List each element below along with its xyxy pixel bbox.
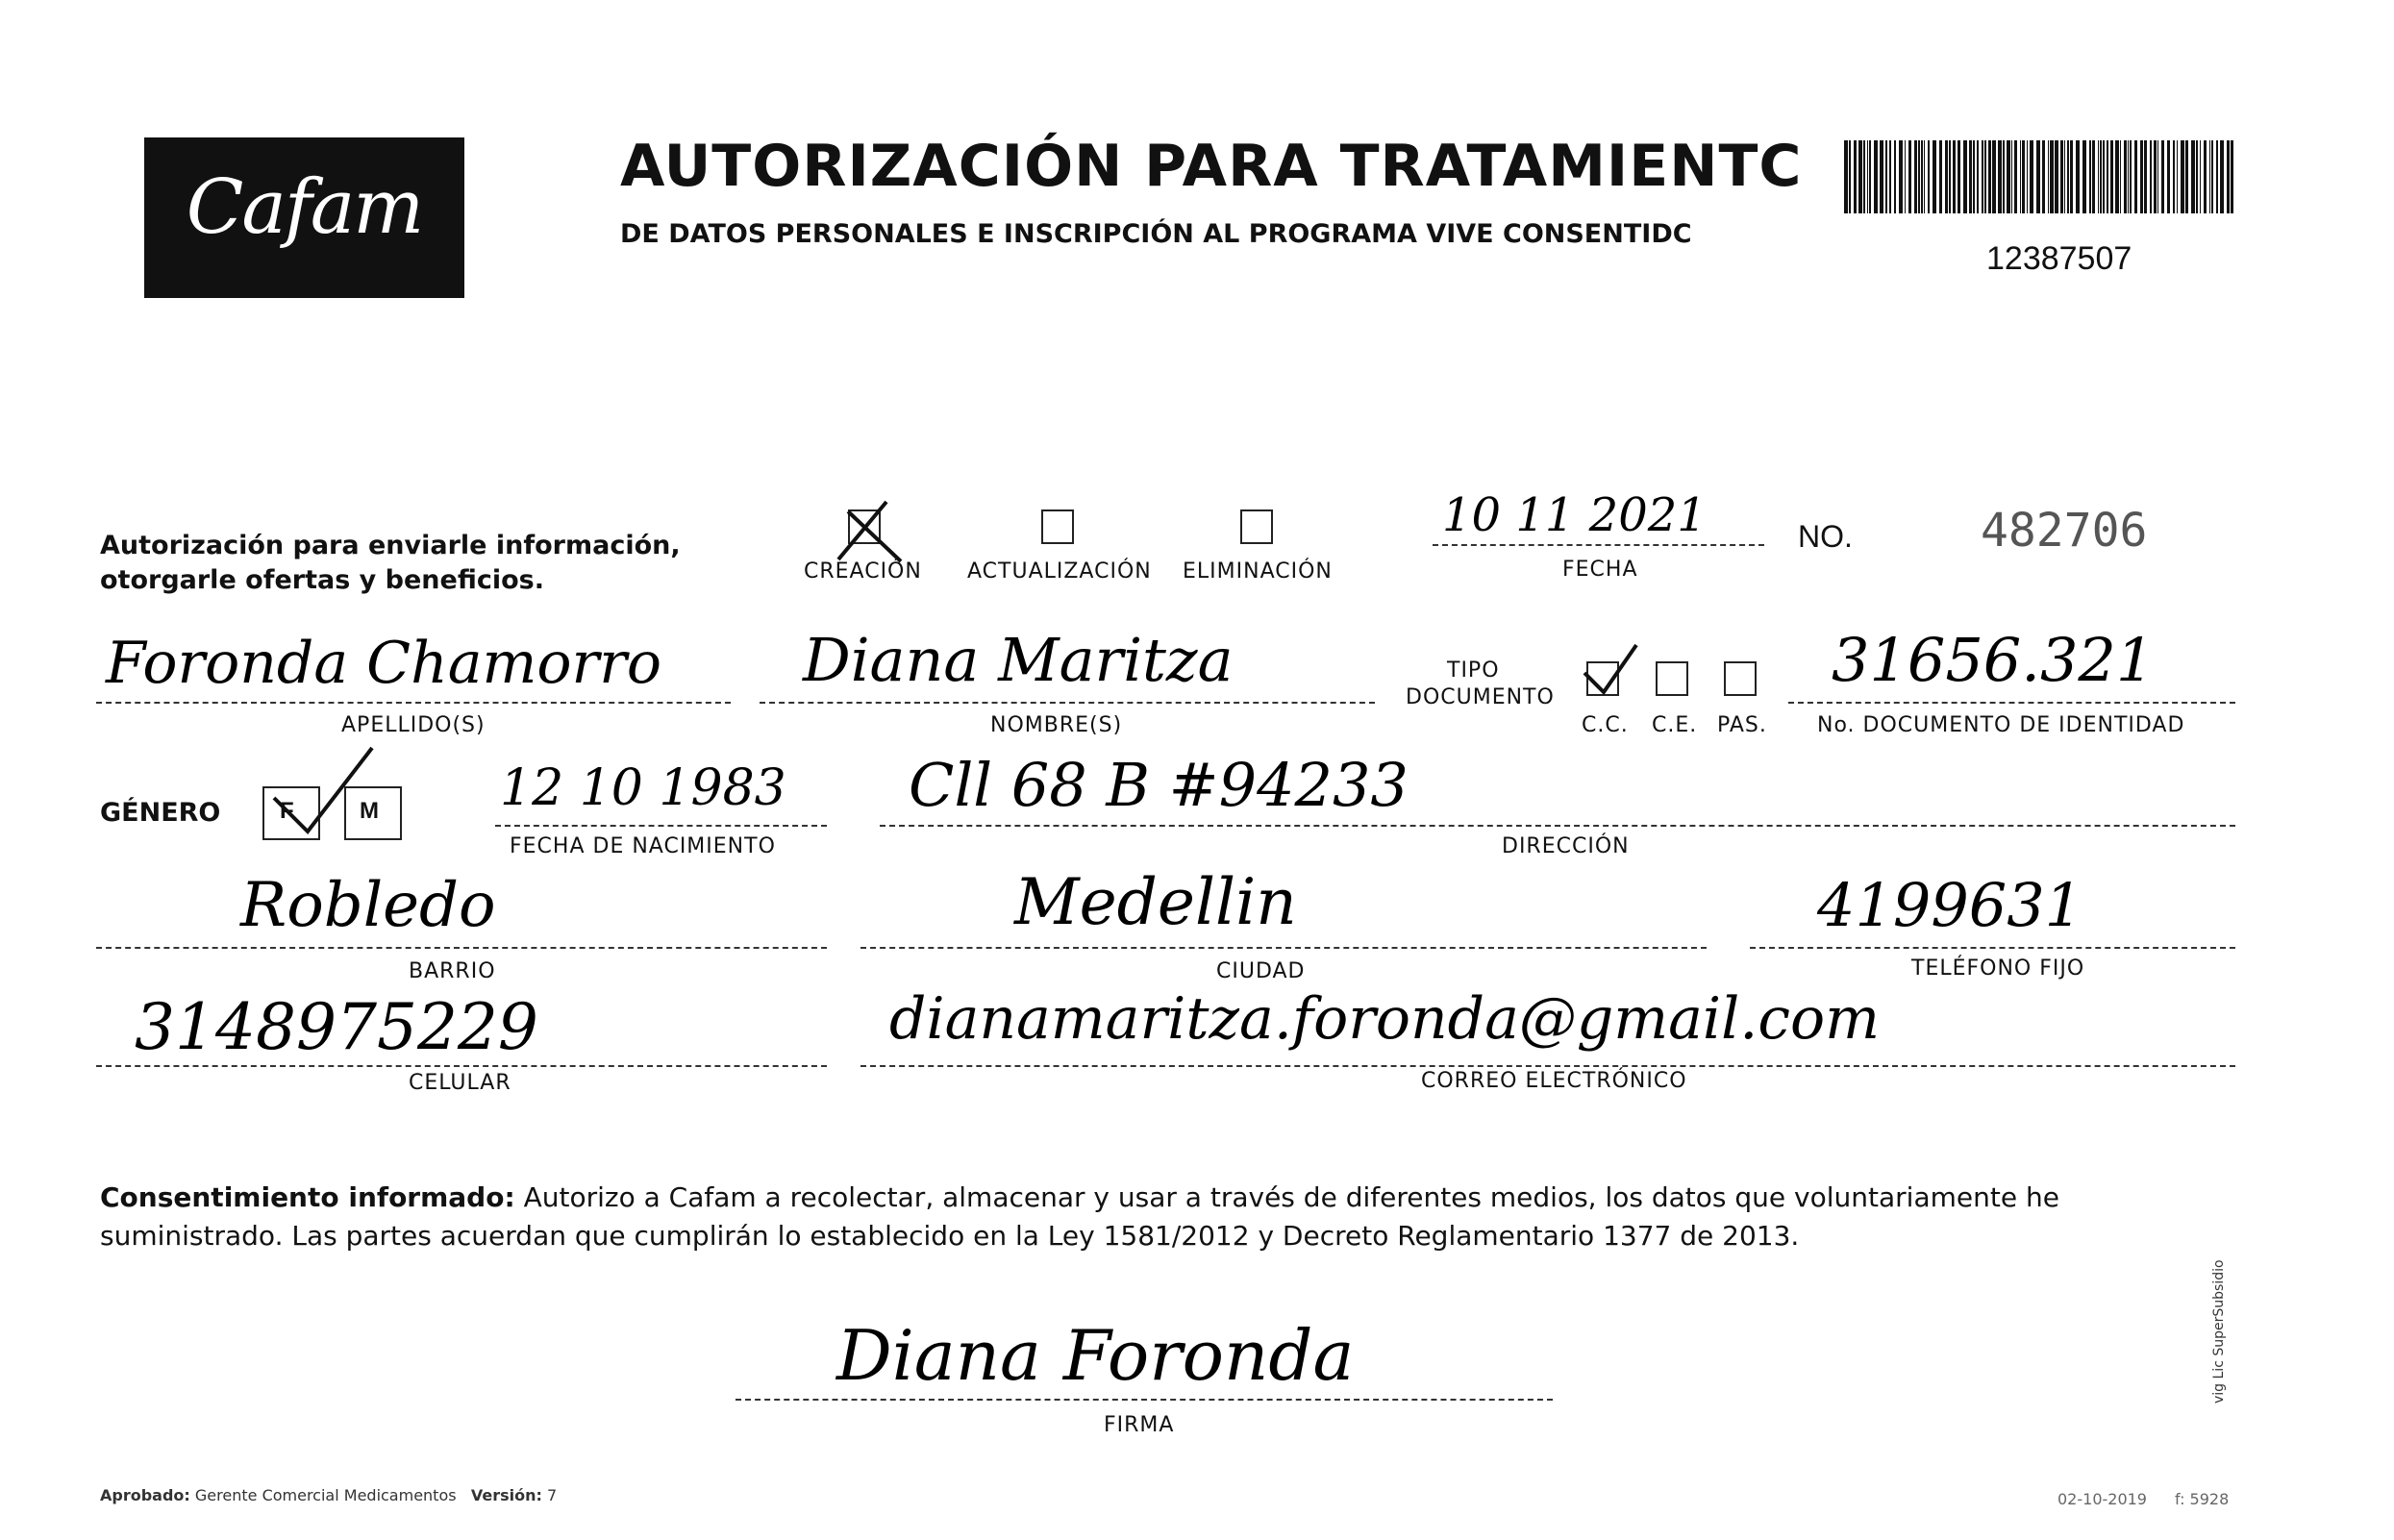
barcode-bar [1992, 140, 1996, 213]
signature-value[interactable]: Diana Foronda [836, 1315, 1355, 1396]
barcode-bar [2011, 140, 2012, 213]
fecha-label: FECHA [1562, 558, 1638, 582]
version-label: Versión: [470, 1486, 542, 1504]
apellidos-value[interactable]: Foronda Chamorro [106, 630, 661, 697]
genero-label-f: F [280, 798, 294, 824]
ciudad-label: CIUDAD [1216, 959, 1306, 983]
direccion-line [880, 825, 2235, 827]
direccion-value[interactable]: Cll 68 B #94233 [909, 750, 1409, 820]
barcode-bar [1844, 140, 1848, 213]
barcode-bar [2030, 140, 2033, 213]
aprobado-value: Gerente Comercial Medicamentos [194, 1486, 457, 1504]
barcode-bar [1921, 140, 1923, 213]
barcode-bar [2150, 140, 2152, 213]
barcode-bar [1914, 140, 1917, 213]
barcode-bar [2014, 140, 2017, 213]
checkbox-pas[interactable] [1724, 661, 1757, 696]
checkbox-eliminacion[interactable] [1240, 509, 1273, 544]
cafam-logo [144, 137, 464, 298]
barcode-bar [1858, 140, 1862, 213]
nombres-line [760, 702, 1375, 704]
option-label-creacion: CREACIÓN [804, 559, 922, 584]
barcode-bar [2191, 140, 2195, 213]
barcode-bar [1982, 140, 1983, 213]
barcode-bar [2157, 140, 2158, 213]
checkbox-ce[interactable] [1656, 661, 1688, 696]
barcode-bar [1885, 140, 1887, 213]
celular-line [96, 1065, 827, 1067]
tipo-documento-label-2: DOCUMENTO [1406, 685, 1555, 709]
barcode-bar [2115, 140, 2119, 213]
signature-label: FIRMA [1104, 1413, 1175, 1437]
barcode-bar [2227, 140, 2230, 213]
barcode-bar [2020, 140, 2021, 213]
barcode-bar [1969, 140, 1972, 213]
barcode-bar [1973, 140, 1975, 213]
barcode-bar [2130, 140, 2132, 213]
checkbox-actualizacion[interactable] [1041, 509, 1074, 544]
nombres-label: NOMBRE(S) [990, 713, 1123, 737]
barcode-bar [1963, 140, 1967, 213]
barcode-bar [1984, 140, 1986, 213]
barcode-bar [1849, 140, 1851, 213]
barcode-bar [2050, 140, 2054, 213]
celular-label: CELULAR [409, 1071, 511, 1095]
genero-label: GÉNERO [100, 798, 221, 828]
barcode-bar [2154, 140, 2157, 213]
checkbox-genero-m[interactable] [344, 786, 402, 840]
barcode-bar [1863, 140, 1865, 213]
barcode-bar [2003, 140, 2005, 213]
barcode-bar [2211, 140, 2213, 213]
barcode-bar [1894, 140, 1896, 213]
barcode-bar [2209, 140, 2210, 213]
barcode-bar [1874, 140, 1878, 213]
correo-value[interactable]: dianamaritza.foronda@gmail.com [889, 985, 1880, 1053]
barcode-bar [1854, 140, 1857, 213]
telefono-label: TELÉFONO FIJO [1911, 956, 2085, 981]
signature-line [736, 1399, 1553, 1401]
direccion-label: DIRECCIÓN [1502, 834, 1630, 858]
tipo-documento-label-1: TIPO [1447, 658, 1500, 683]
barcode-bar [1924, 140, 1925, 213]
consent-text: Autorizo a Cafam a recolectar, almacenar y usar a través de diferentes medios, los datos que voluntariamente he suministrado. Las partes acuerdan que cumplirán lo establecido en la Ley 1581/2012 y Decreto Reglamentario 1377 de 2013. [100, 1181, 2059, 1252]
no-value: 482706 [1981, 504, 2148, 558]
barcode-bar [1905, 140, 1906, 213]
barrio-line [96, 947, 827, 949]
barcode-bar [1933, 140, 1936, 213]
barcode-bar [1953, 140, 1956, 213]
barcode-bar [1988, 140, 1991, 213]
barcode-bar [2007, 140, 2010, 213]
barcode-bar [2200, 140, 2201, 213]
barcode-bar [1867, 140, 1868, 213]
barcode-bar [2042, 140, 2045, 213]
barcode-bar [1889, 140, 1891, 213]
nombres-value[interactable]: Diana Maritza [803, 625, 1234, 695]
consent-paragraph [100, 1179, 2244, 1255]
barcode-bar [2107, 140, 2108, 213]
barcode-bar [2098, 140, 2099, 213]
barcode-bar [2220, 140, 2224, 213]
barcode-bar [2089, 140, 2091, 213]
footer-aprobado [100, 1486, 557, 1504]
barcode-bar [1958, 140, 1960, 213]
barcode-bar [2092, 140, 2095, 213]
barcode-bar [2070, 140, 2073, 213]
barcode-bar [2022, 140, 2025, 213]
tipo-label-ce: C.E. [1652, 713, 1698, 737]
barcode-bar [1899, 140, 1903, 213]
barcode-bar [2055, 140, 2058, 213]
tipo-label-pas: PAS. [1717, 713, 1767, 737]
barcode-bar [2185, 140, 2188, 213]
barcode-bar [2140, 140, 2143, 213]
check-mark-icon [829, 492, 915, 569]
footer-date-code: 02-10-2019 [2057, 1490, 2147, 1508]
barcode [1844, 140, 2236, 213]
barrio-label: BARRIO [409, 959, 496, 983]
barcode-bar [2124, 140, 2127, 213]
barcode-bar [2177, 140, 2178, 213]
barcode-bar [2216, 140, 2218, 213]
fecha-nacimiento-line [495, 825, 827, 827]
footer-f-code: f: 5928 [2175, 1490, 2230, 1508]
telefono-line [1750, 947, 2235, 949]
form-title: AUTORIZACIÓN PARA TRATAMIENTC [620, 133, 1803, 200]
option-label-actualizacion: ACTUALIZACIÓN [967, 559, 1152, 584]
fecha-value[interactable]: 10 11 2021 [1442, 488, 1707, 542]
barcode-bar [2103, 140, 2105, 213]
barcode-bar [2067, 140, 2069, 213]
barcode-bar [2167, 140, 2170, 213]
aprobado-label: Aprobado: [100, 1486, 190, 1504]
celular-value[interactable]: 3148975229 [135, 990, 538, 1064]
barcode-bar [2173, 140, 2175, 213]
barcode-bar [2036, 140, 2040, 213]
logo-text: Cafam [186, 164, 423, 251]
barcode-bar [2181, 140, 2184, 213]
genero-label-m: M [360, 798, 379, 824]
barcode-bar [2120, 140, 2121, 213]
barcode-bar [2204, 140, 2207, 213]
barcode-bar [2060, 140, 2063, 213]
barcode-bar [2100, 140, 2102, 213]
fecha-nacimiento-value[interactable]: 12 10 1983 [500, 759, 786, 817]
barcode-bar [2027, 140, 2028, 213]
fecha-line [1433, 544, 1764, 546]
barcode-number: 12387507 [1986, 240, 2132, 277]
version-value: 7 [546, 1486, 558, 1504]
side-vertical-text: vig Lic SuperSubsidio [2211, 1259, 2227, 1403]
barcode-bar [2134, 140, 2137, 213]
barcode-bar [1880, 140, 1883, 213]
ciudad-line [860, 947, 1707, 949]
barcode-bar [2064, 140, 2065, 213]
telefono-value[interactable]: 4199631 [1817, 870, 2083, 940]
apellidos-line [96, 702, 731, 704]
apellidos-label: APELLIDO(S) [341, 713, 486, 737]
barcode-bar [1998, 140, 2002, 213]
documento-line [1788, 702, 2235, 704]
barcode-bar [2082, 140, 2086, 213]
barcode-bar [1977, 140, 1979, 213]
documento-value[interactable]: 31656.321 [1832, 625, 2155, 695]
consent-heading: Consentimiento informado: [100, 1181, 515, 1213]
option-label-eliminacion: ELIMINACIÓN [1183, 559, 1333, 584]
barcode-bar [2128, 140, 2129, 213]
barcode-bar [2144, 140, 2147, 213]
barcode-bar [1908, 140, 1911, 213]
barcode-bar [1869, 140, 1871, 213]
no-label: NO. [1798, 519, 1853, 554]
barcode-bar [1945, 140, 1948, 213]
ciudad-value[interactable]: Medellin [1014, 865, 1297, 939]
barcode-bar [2161, 140, 2164, 213]
form-subtitle: DE DATOS PERSONALES E INSCRIPCIÓN AL PROGRAMA VIVE CONSENTIDC [620, 219, 1692, 249]
barcode-bar [2048, 140, 2049, 213]
barcode-bar [2231, 140, 2233, 213]
barcode-bar [1939, 140, 1942, 213]
barcode-bar [1928, 140, 1930, 213]
check-mark-icon [1577, 639, 1644, 707]
barcode-bar [2110, 140, 2113, 213]
correo-line [860, 1065, 2235, 1067]
barrio-value[interactable]: Robledo [240, 870, 496, 941]
authorization-intro-line2: otorgarle ofertas y beneficios. [100, 565, 544, 595]
correo-label: CORREO ELECTRÓNICO [1421, 1069, 1687, 1093]
barcode-bar [1949, 140, 1951, 213]
fecha-nacimiento-label: FECHA DE NACIMIENTO [510, 834, 776, 858]
authorization-intro-line1: Autorización para enviarle información, [100, 531, 681, 560]
barcode-bar [2076, 140, 2080, 213]
documento-label: No. DOCUMENTO DE IDENTIDAD [1817, 713, 2185, 737]
barcode-bar [1918, 140, 1920, 213]
barcode-bar [2196, 140, 2198, 213]
tipo-label-cc: C.C. [1582, 713, 1629, 737]
